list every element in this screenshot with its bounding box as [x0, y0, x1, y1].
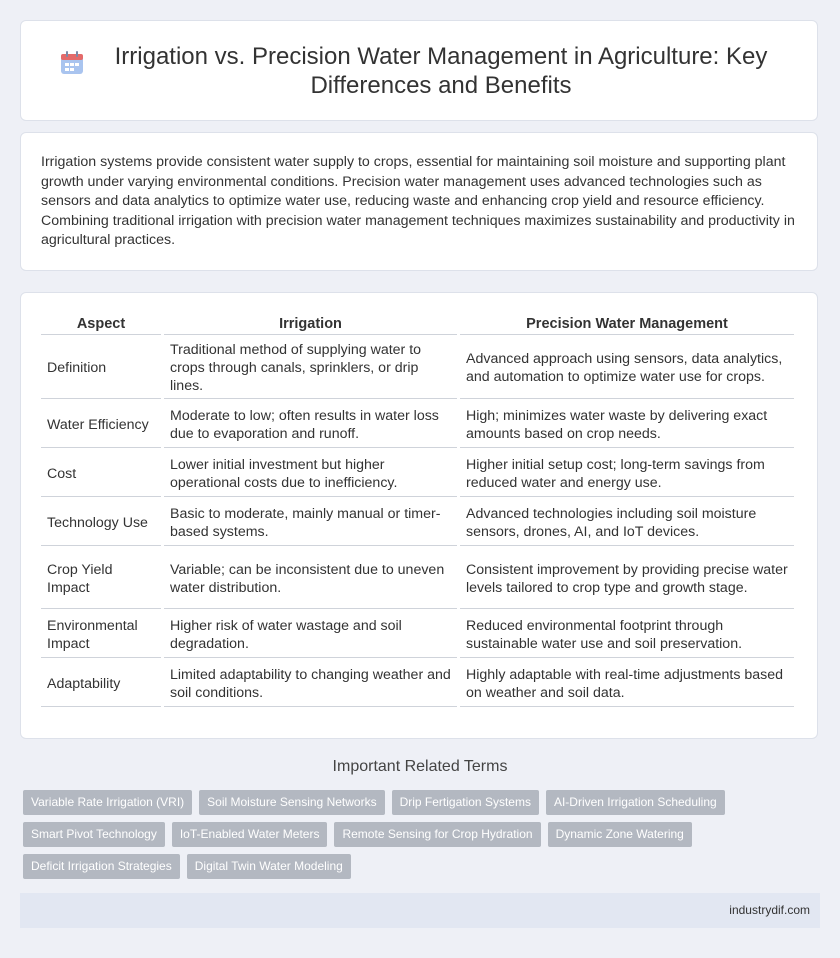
related-term-tag[interactable]: Digital Twin Water Modeling — [187, 854, 351, 879]
row-precision: Reduced environmental footprint through sustainable water use and soil preservation. — [460, 612, 794, 658]
row-precision: Higher initial setup cost; long-term savings from reduced water and energy use. — [460, 451, 794, 497]
page-title: Irrigation vs. Precision Water Management in Agriculture: Key Differences and Benefits — [114, 42, 768, 99]
row-irrigation: Limited adaptability to changing weather and soil conditions. — [164, 661, 457, 707]
row-aspect: Environmental Impact — [41, 612, 161, 658]
related-term-tag[interactable]: Deficit Irrigation Strategies — [23, 854, 180, 879]
related-terms-list — [23, 790, 823, 879]
related-term-tag[interactable]: Variable Rate Irrigation (VRI) — [23, 790, 192, 815]
related-term-tag[interactable]: AI-Driven Irrigation Scheduling — [546, 790, 725, 815]
row-precision: High; minimizes water waste by delivering exact amounts based on crop needs. — [460, 402, 794, 448]
table-row — [41, 451, 794, 497]
row-aspect: Adaptability — [41, 661, 161, 707]
footer-site-link[interactable]: industrydif.com — [729, 903, 810, 917]
row-irrigation: Moderate to low; often results in water loss due to evaporation and runoff. — [164, 402, 457, 448]
row-irrigation: Basic to moderate, mainly manual or timer-based systems. — [164, 500, 457, 546]
row-irrigation: Higher risk of water wastage and soil degradation. — [164, 612, 457, 658]
table-row — [41, 338, 794, 399]
comparison-card — [20, 292, 818, 739]
related-term-tag[interactable]: Smart Pivot Technology — [23, 822, 165, 847]
related-term-tag[interactable]: IoT-Enabled Water Meters — [172, 822, 328, 847]
header-aspect: Aspect — [41, 310, 161, 335]
row-irrigation: Lower initial investment but higher operational costs due to inefficiency. — [164, 451, 457, 497]
row-irrigation: Variable; can be inconsistent due to uneven water distribution. — [164, 549, 457, 609]
related-term-tag[interactable]: Dynamic Zone Watering — [548, 822, 692, 847]
related-term-tag[interactable]: Remote Sensing for Crop Hydration — [334, 822, 540, 847]
intro-card — [20, 132, 818, 271]
row-aspect: Water Efficiency — [41, 402, 161, 448]
footer — [20, 893, 820, 928]
row-precision: Consistent improvement by providing precise water levels tailored to crop type and growth stage. — [460, 549, 794, 609]
row-precision: Advanced technologies including soil moisture sensors, drones, AI, and IoT devices. — [460, 500, 794, 546]
related-term-tag[interactable]: Soil Moisture Sensing Networks — [199, 790, 384, 815]
header-card — [20, 20, 818, 121]
table-row — [41, 549, 794, 609]
row-precision: Highly adaptable with real-time adjustments based on weather and soil data. — [460, 661, 794, 707]
row-aspect: Definition — [41, 338, 161, 399]
calendar-icon — [59, 50, 85, 76]
header-precision: Precision Water Management — [460, 310, 794, 335]
table-header-row — [41, 310, 794, 335]
comparison-table — [38, 307, 797, 710]
row-precision: Advanced approach using sensors, data analytics, and automation to optimize water use for crops. — [460, 338, 794, 399]
row-irrigation: Traditional method of supplying water to crops through canals, sprinklers, or drip lines. — [164, 338, 457, 399]
intro-text: Irrigation systems provide consistent water supply to crops, essential for maintaining soil moisture and supporting plant growth under varying environmental conditions. Precision water management uses advanced technologies such as sensors and data analytics to optimize water use, reducing waste and enhancing crop yield and resource efficiency. Combining traditional irrigation with precision water management techniques maximizes sustainability and productivity in agricultural practices. — [41, 154, 795, 249]
header-irrigation: Irrigation — [164, 310, 457, 335]
related-term-tag[interactable]: Drip Fertigation Systems — [392, 790, 539, 815]
row-aspect: Technology Use — [41, 500, 161, 546]
row-aspect: Cost — [41, 451, 161, 497]
table-row — [41, 500, 794, 546]
related-terms-title: Important Related Terms — [332, 758, 508, 775]
row-aspect: Crop Yield Impact — [41, 549, 161, 609]
table-row — [41, 612, 794, 658]
table-row — [41, 402, 794, 448]
table-row — [41, 661, 794, 707]
